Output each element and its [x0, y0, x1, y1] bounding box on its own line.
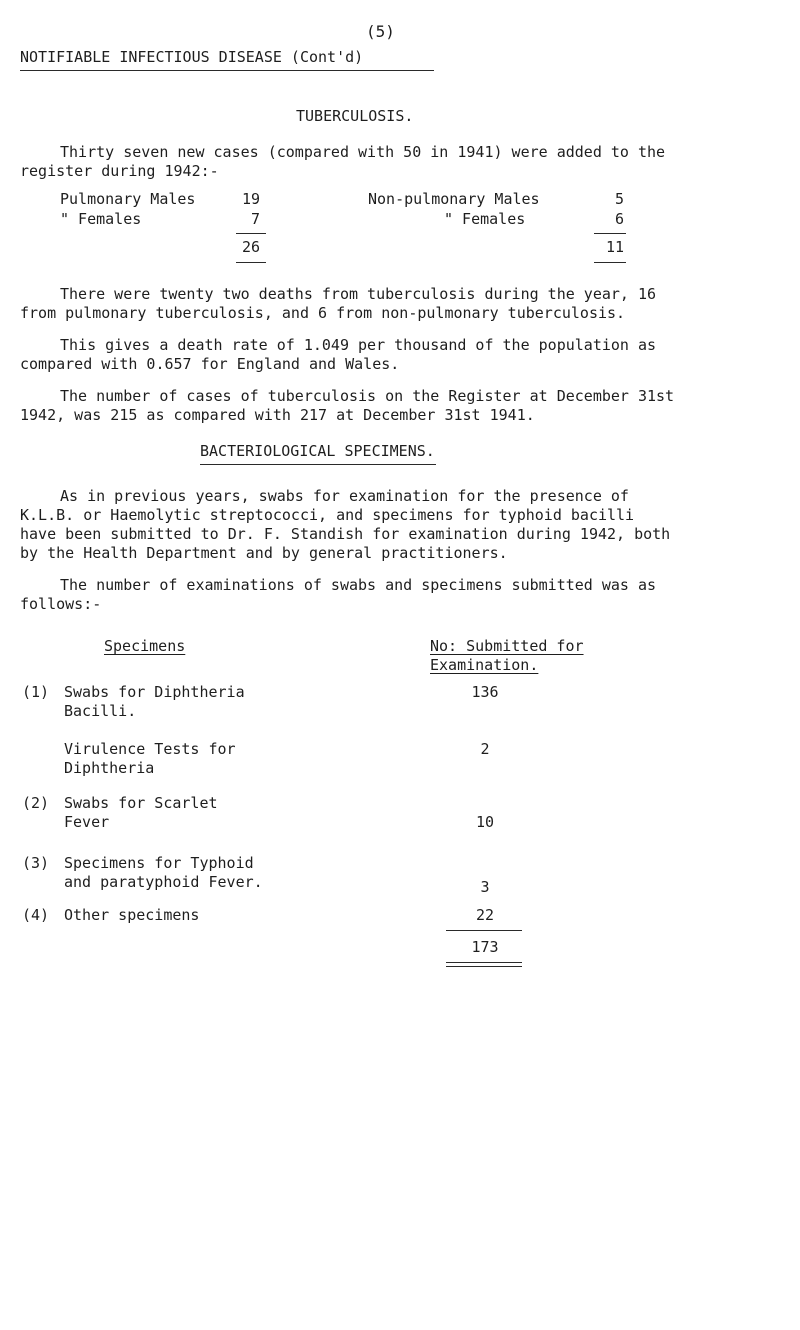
pulmonary-total-rule — [236, 233, 266, 234]
row-number: (3) — [22, 854, 50, 872]
bact-para2-line1: The number of examinations of swabs and specimens submitted was as — [60, 576, 657, 594]
total-double-underline-top — [446, 962, 522, 963]
nonpulmonary-males-label: Non-pulmonary Males — [368, 190, 540, 208]
row-value: 22 — [475, 906, 495, 924]
bact-para1-line1: As in previous years, swabs for examination for the presence of — [60, 487, 629, 505]
pulmonary-males-value: 19 — [241, 190, 260, 208]
tb-intro-line2: register during 1942:- — [20, 162, 219, 180]
col-submitted-header-line1: No: Submitted for — [430, 637, 584, 655]
page-number: (5) — [366, 22, 395, 41]
bact-title: BACTERIOLOGICAL SPECIMENS. — [200, 442, 435, 460]
nonpulmonary-total-rule — [594, 233, 626, 234]
tb-title: TUBERCULOSIS. — [296, 107, 414, 125]
nonpulmonary-total: 11 — [605, 238, 624, 256]
row-label-line1: Other specimens — [64, 906, 200, 924]
row-value: 3 — [480, 878, 490, 896]
row-value: 2 — [480, 740, 490, 758]
tb-deaths-line1: There were twenty two deaths from tuberculosis during the year, 16 — [60, 285, 657, 303]
pulmonary-males-label: Pulmonary Males — [60, 190, 196, 208]
col-specimens-header: Specimens — [104, 637, 186, 655]
total-double-underline-bottom — [446, 966, 522, 967]
bact-title-underline — [200, 464, 436, 465]
pulmonary-total-underline — [236, 262, 266, 263]
tb-register-line1: The number of cases of tuberculosis on the Register at December 31st — [60, 387, 675, 405]
tb-deaths-line2: from pulmonary tuberculosis, and 6 from non-pulmonary tuberculosis. — [20, 304, 626, 322]
row-number: (1) — [22, 683, 50, 701]
row-label-line1: Swabs for Diphtheria — [64, 683, 245, 701]
nonpulmonary-males-value: 5 — [614, 190, 624, 208]
table-total: 173 — [471, 938, 499, 956]
pulmonary-females-label: " Females — [60, 210, 142, 228]
row-label-line2: Fever — [64, 813, 110, 831]
total-rule — [446, 930, 522, 931]
bact-para2-line2: follows:- — [20, 595, 102, 613]
page-heading: NOTIFIABLE INFECTIOUS DISEASE (Cont'd) — [20, 48, 364, 66]
row-label-line1: Specimens for Typhoid — [64, 854, 254, 872]
tb-rate-line2: compared with 0.657 for England and Wales. — [20, 355, 400, 373]
row-value: 10 — [475, 813, 495, 831]
row-label-line2: Bacilli. — [64, 702, 137, 720]
row-label-line1: Swabs for Scarlet — [64, 794, 218, 812]
bact-para1-line3: have been submitted to Dr. F. Standish for examination during 1942, both — [20, 525, 671, 543]
nonpulmonary-females-value: 6 — [614, 210, 624, 228]
heading-underline — [20, 70, 434, 71]
pulmonary-females-value: 7 — [250, 210, 260, 228]
bact-para1-line2: K.L.B. or Haemolytic streptococci, and specimens for typhoid bacilli — [20, 506, 635, 524]
row-label-line2: Diphtheria — [64, 759, 155, 777]
row-value: 136 — [471, 683, 499, 701]
row-label-line2: and paratyphoid Fever. — [64, 873, 263, 891]
tb-rate-line1: This gives a death rate of 1.049 per thousand of the population as — [60, 336, 657, 354]
pulmonary-total: 26 — [241, 238, 260, 256]
bact-para1-line4: by the Health Department and by general practitioners. — [20, 544, 508, 562]
row-number: (2) — [22, 794, 50, 812]
nonpulmonary-females-label: " Females — [444, 210, 526, 228]
tb-register-line2: 1942, was 215 as compared with 217 at December 31st 1941. — [20, 406, 535, 424]
row-number: (4) — [22, 906, 50, 924]
col-submitted-header-line2: Examination. — [430, 656, 539, 674]
tb-intro-line1: Thirty seven new cases (compared with 50 in 1941) were added to the — [60, 143, 666, 161]
nonpulmonary-total-underline — [594, 262, 626, 263]
row-label-line1: Virulence Tests for — [64, 740, 236, 758]
